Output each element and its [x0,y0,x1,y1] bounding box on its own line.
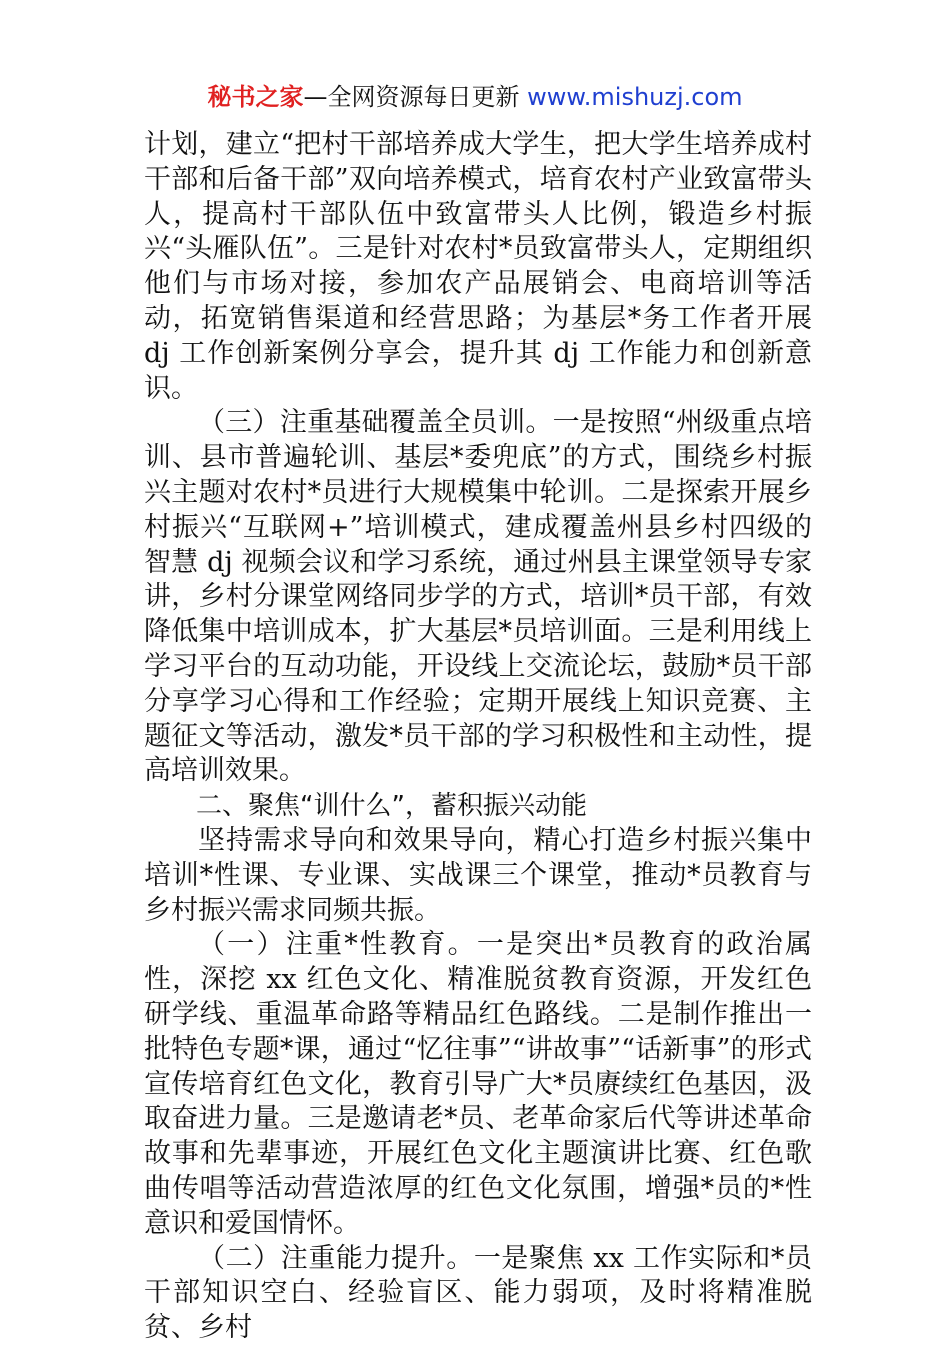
document-body [144,128,812,1346]
body-paragraph: （二）注重能力提升。一是聚焦 xx 工作实际和*员干部知识空白、经验盲区、能力弱项，及时将精准脱贫、乡村 [144,1242,812,1344]
site-header [0,80,950,114]
site-url-link[interactable]: www.mishuzj.com [527,83,743,111]
body-paragraph: （一）注重*性教育。一是突出*员教育的政治属性，深挖 xx 红色文化、精准脱贫教育资源，开发红色研学线、重温革命路等精品红色路线。二是制作推出一批特色专题*课，通过“忆往事”“讲故事”“话新事”的形式宣传培育红色文化，教育引导广大*员赓续红色基因，汲取奋进力量。三是邀请老*员、老革命家后代等讲述革命故事和先辈事迹，开展红色文化主题演讲比赛、红色歌曲传唱等活动营造浓厚的红色文化氛围，增强*员的*性意识和爱国情怀。 [144,929,812,1239]
body-paragraph: 坚持需求导向和效果导向，精心打造乡村振兴集中培训*性课、专业课、实战课三个课堂，推动*员教育与乡村振兴需求同频共振。 [144,824,812,926]
body-paragraph: 计划，建立“把村干部培养成大学生，把大学生培养成村干部和后备干部”双向培养模式，培育农村产业致富带头人，提高村干部队伍中致富带头人比例，锻造乡村振兴“头雁队伍”。三是针对农村*员致富带头人，定期组织他们与市场对接，参加农产品展销会、电商培训等活动，拓宽销售渠道和经营思路；为基层*务工作者开展 dj 工作创新案例分享会，提升其 dj 工作能力和创新意识。 [144,129,812,404]
section-heading: 二、聚焦“训什么”，蓄积振兴动能 [196,791,587,822]
site-tagline: —全网资源每日更新 [303,83,520,111]
body-paragraph: （三）注重基础覆盖全员训。一是按照“州级重点培训、县市普遍轮训、基层*委兜底”的方式，围绕乡村振兴主题对农村*员进行大规模集中轮训。二是探索开展乡村振兴“互联网+”培训模式，建成覆盖州县乡村四级的智慧 dj 视频会议和学习系统，通过州县主课堂领导专家讲，乡村分课堂网络同步学的方式，培训*员干部，有效降低集中培训成本，扩大基层*员培训面。三是利用线上学习平台的互动功能，开设线上交流论坛，鼓励*员干部分享学习心得和工作经验；定期开展线上知识竞赛、主题征文等活动，激发*员干部的学习积极性和主动性，提高培训效果。 [144,407,812,787]
site-brand: 秘书之家 [207,83,304,111]
